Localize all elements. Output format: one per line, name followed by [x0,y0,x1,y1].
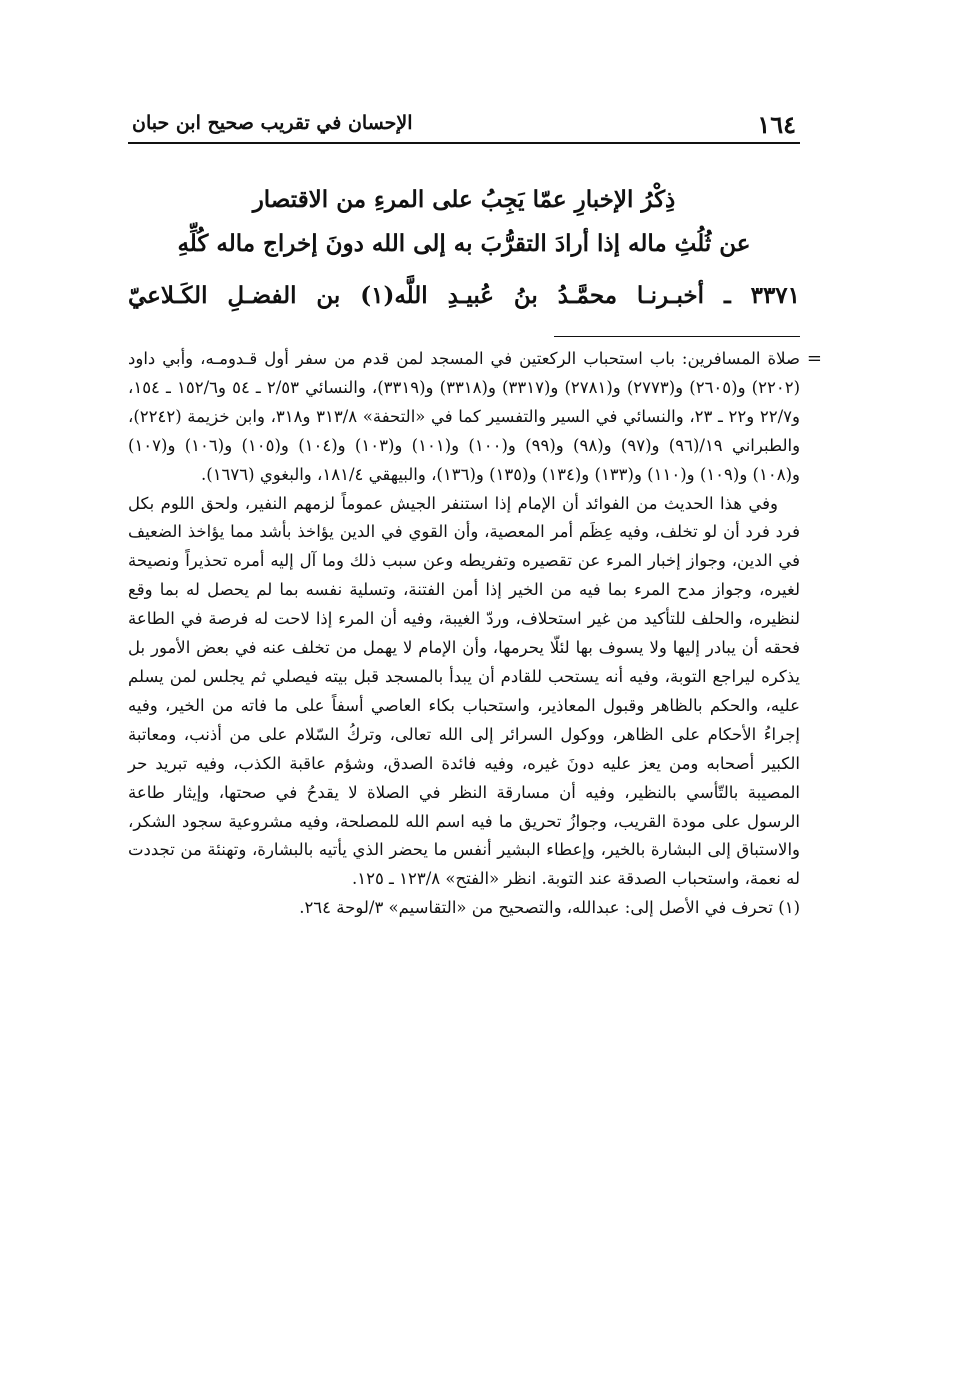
chapter-heading-line-1: ذِكْرُ الإخبارِ عمّا يَجِبُ على المرءِ من الاقتصار [252,186,676,213]
hadith-isnad-line: ٣٣٧١ ـ أخبـرنـا محمَّـدُ بنُ عُبيـدِ اللَّه(١) بن الفضـلِ الكَـلاعيّ [128,282,801,309]
running-header [128,108,800,144]
benefits-paragraph: وفي هذا الحديث من الفوائد أن الإمام إذا استنفر الجيش عموماً لزمهم النفير، ولحق اللوم بكل فرد فرد أن لو تخلف، وفيه عِظَم أمر المعصية، وأن القوي في الدين يؤاخذ بأشد مما يؤاخذ الضعيف في الدين، وجواز إخبار المرء عن تقصيره وتفريطه وعن سبب ذلك وما آل إليه أمره تحذيراً ونصيحة لغيره، وجواز مدح المرء بما فيه من الخير إذا أمن الفتنة، وتسلية نفسه بما لم يحصل له بما وقع لنظيره، والحلف للتأكيد من غير استحلاف، وردّ الغيبة، وفيه أن المرء إذا لاحت له فرصة في الطاعة فحقه أن يبادر إليها ولا يسوف بها لئلّا يحرمها، وأن الإمام لا يهمل من تخلف عنه في بعض الأمور بل يذكره ليراجع التوبة، وفيه أنه يستحب للقادم أن يبدأ بالمسجد قبل بيته فيصلي ثم يجلس لمن يسلم عليه، والحكم بالظاهر وقبول المعاذير، واستحباب بكاء العاصي أسفاً على ما فاته من الخير، وفيه إجراءُ الأحكام على الظاهر، ووكول السرائر إلى الله تعالى، وتركُ السّلام على من أذنب، ومعاتبة الكبير أصحابه ومن يعز عليه دونَ غيره، وفيه فائدة الصدق، وشؤم عاقبة الكذب، وفيه تبريد حر المصيبة بالتّأسي بالنظير، وفيه أن مسارقة النظر في الصلاة لا يقدحُ في صحتها، وإيثار طاعة الرسول على مودة القريب، وجوازُ تحريق ما فيه اسم الله للمصلحة، وفيه مشروعية سجود الشكر، والاستباق إلى البشارة بالخير، وإعطاء البشير أنفس ما يحضر الذي يأتيه بالبشارة، وتهنئة من تجددت له نعمة، واستحباب الصدقة عند التوبة. انظر «الفتح» ١٢٣/٨ ـ ١٢٥. [128,493,800,889]
chapter-heading-line-2: عن ثُلُثِ ماله إذا أرادَ التقرُّبَ به إلى الله دونَ إخراج ماله كُلِّهِ [177,230,751,257]
footnote-1: (١) تحرف في الأصل إلى: عبدالله، والتصحيح من «التقاسيم» ٣/لوحة ٢٦٤. [299,898,800,918]
chapter-heading [128,178,800,266]
takhrij-paragraph: صلاة المسافرين: باب استحباب الركعتين في المسجد لمن قدم من سفر أول قـدومـه، وأبي داود (٢٢٠٢) و(٢٦٠٥) و(٢٧٧٣) و(٢٧٨١) و(٣٣١٧) و(٣٣١٨) و(٣٣١٩)، والنسائي ٢/٥٣ ـ ٥٤ و١٥٢/٦ ـ ١٥٤، و٢٢/٧ و٢٢ ـ ٢٣، والنسائي في السير والتفسير كما في «التحفة» ٣١٣/٨ و٣١٨، وابن خزيمة (٢٢٤٢)، والطبراني ١٩/(٩٦) و(٩٧) و(٩٨) و(٩٩) و(١٠٠) و(١٠١) و(١٠٣) و(١٠٤) و(١٠٥) و(١٠٦) و(١٠٧) و(١٠٨) و(١٠٩) و(١١٠) و(١٣٣) و(١٣٤) و(١٣٥) و(١٣٦)، والبيهقي ١٨١/٤، والبغوي (١٦٧٦). [128,349,801,484]
continuation-marker: = [806,348,822,369]
page-number: ١٦٤ [757,110,796,139]
footnotes-section [128,345,822,923]
footnote-divider [554,336,800,337]
book-title: الإحسان في تقريب صحيح ابن حبان [132,112,413,134]
